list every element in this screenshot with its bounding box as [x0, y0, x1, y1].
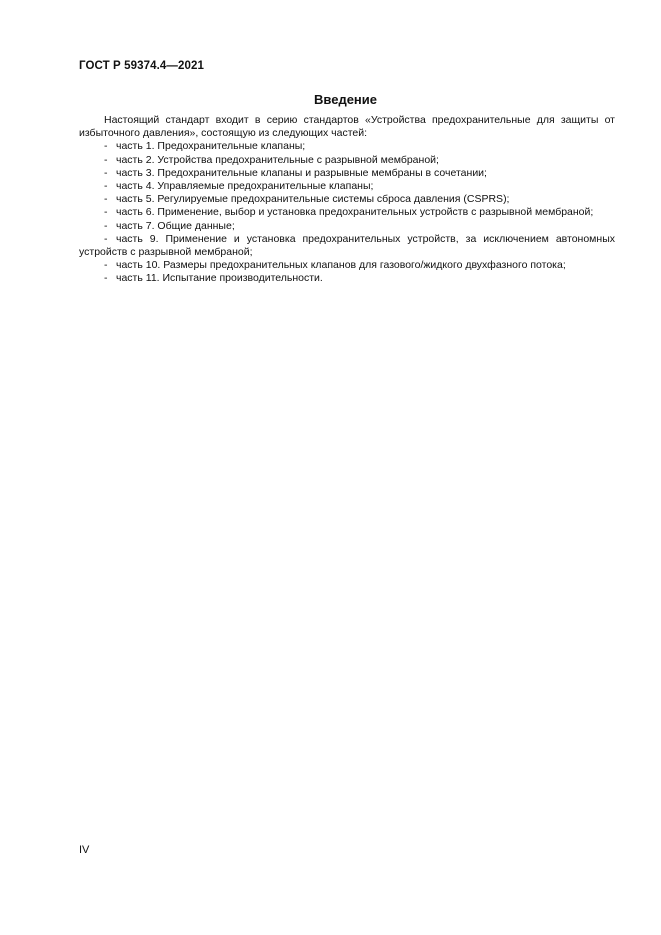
list-item: [79, 154, 615, 167]
list-item: [79, 220, 615, 233]
list-item-text: часть 7. Общие данные;: [116, 219, 235, 232]
list-item: [79, 193, 615, 206]
list-item: [79, 140, 615, 153]
list-item-text: часть 3. Предохранительные клапаны и разрывные мембраны в сочетании;: [116, 166, 487, 179]
document-body: [79, 114, 615, 286]
list-dash: -: [104, 166, 108, 179]
list-dash: -: [104, 193, 108, 206]
list-item: [79, 180, 615, 193]
section-title: Введение: [314, 92, 377, 107]
list-item-text: часть 5. Регулируемые предохранительные системы сброса давления (CSPRS);: [116, 193, 510, 206]
list-item-text: часть 4. Управляемые предохранительные клапаны;: [116, 180, 374, 193]
list-dash: -: [104, 219, 108, 232]
list-dash: -: [104, 180, 108, 193]
intro-paragraph: Настоящий стандарт входит в серию стандартов «Устройства предохранительные для защиты от избыточного давления», состоящую из следующих частей:: [79, 114, 615, 140]
list-dash: -: [104, 206, 108, 219]
list-item: [79, 259, 615, 272]
list-dash: -: [104, 140, 108, 153]
parts-list: [79, 140, 615, 285]
list-dash: -: [104, 259, 108, 272]
list-item: [79, 233, 615, 259]
list-dash: -: [104, 153, 108, 166]
list-item: [79, 206, 615, 219]
list-item: [79, 167, 615, 180]
list-item-text: часть 1. Предохранительные клапаны;: [116, 140, 306, 153]
document-header: ГОСТ Р 59374.4—2021: [79, 60, 204, 72]
page-number: IV: [79, 844, 90, 856]
list-item-text: часть 2. Устройства предохранительные с разрывной мембраной;: [116, 153, 439, 166]
list-item-text: часть 9. Применение и установка предохранительных устройств, за исключением автономных устройств с разрывной мембраной;: [79, 232, 615, 259]
list-item: [79, 272, 615, 285]
list-item-text: часть 11. Испытание производительности.: [116, 272, 323, 285]
list-item-text: часть 10. Размеры предохранительных клапанов для газового/жидкого двухфазного потока;: [116, 259, 566, 272]
list-dash: -: [104, 232, 108, 245]
list-dash: -: [104, 272, 108, 285]
list-item-text: часть 6. Применение, выбор и установка предохранительных устройств с разрывной мембраной;: [116, 206, 594, 219]
